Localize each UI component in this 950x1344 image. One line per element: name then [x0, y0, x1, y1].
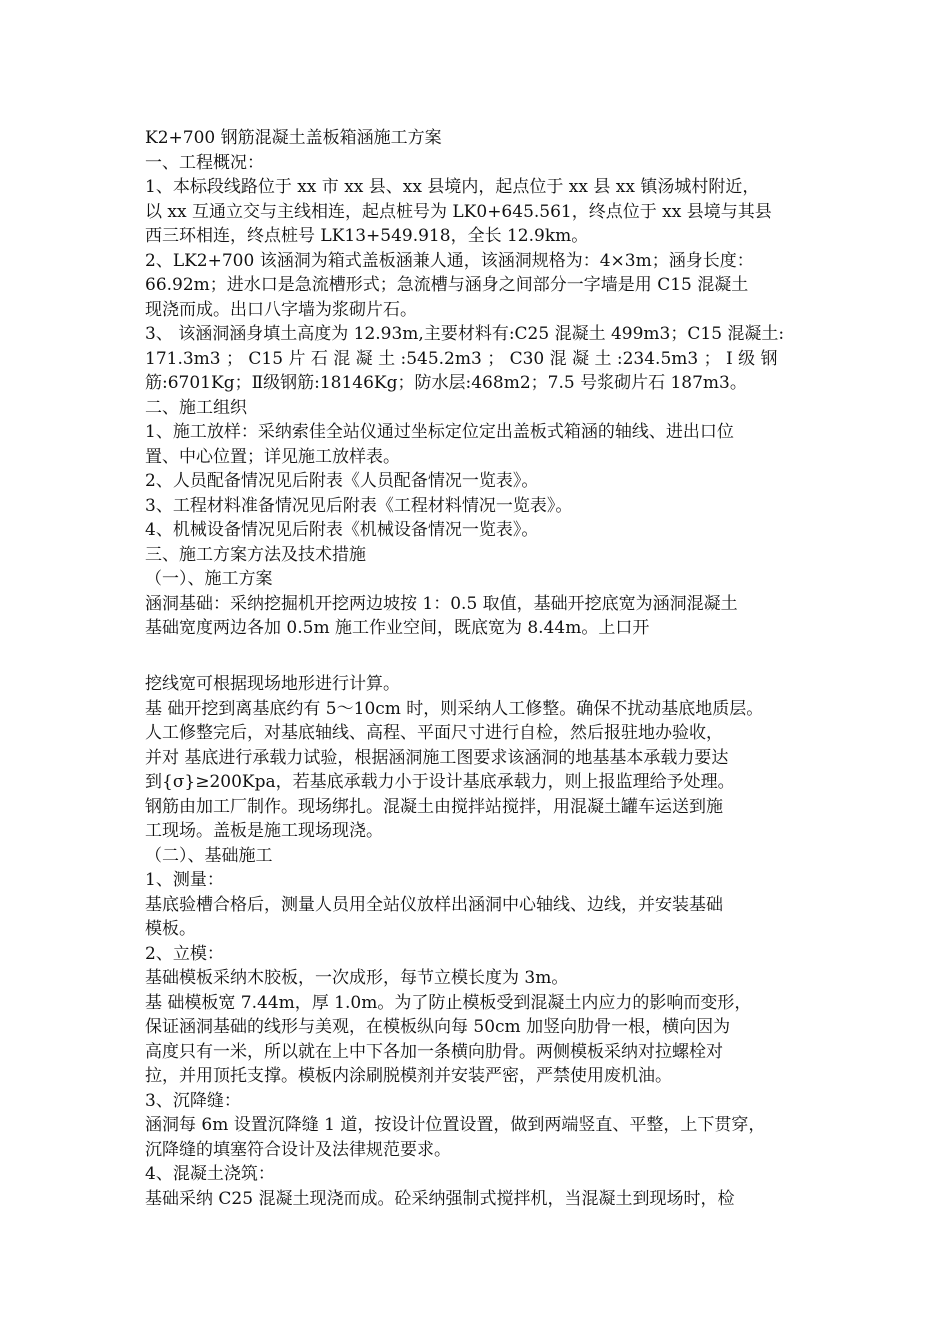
text-line: 1、本标段线路位于 xx 市 xx 县、xx 县境内，起点位于 xx 县 xx 镇汤城村附近， — [145, 177, 760, 197]
text-line: 4、机械设备情况见后附表《机械设备情况一览表》。 — [145, 520, 539, 540]
text-line: 钢筋由加工厂制作。现场绑扎。混凝土由搅拌站搅拌，用混凝土罐车运送到施 — [145, 796, 723, 817]
text-line: 2、立模： — [145, 943, 224, 964]
text-block-lower — [145, 672, 830, 1211]
text-line: 1、施工放样：采纳索佳全站仪通过坐标定位定出盖板式箱涵的轴线、进出口位 — [145, 422, 734, 442]
text-line: 现浇而成。出口八字墙为浆砌片石。 — [145, 299, 417, 320]
text-line: 基底验槽合格后，测量人员用全站仪放样出涵洞中心轴线、边线，并安装基础 — [145, 894, 723, 915]
text-line: 三、施工方案方法及技术措施 — [145, 544, 366, 565]
text-line: 4、混凝土浇筑： — [145, 1164, 275, 1184]
text-line: 沉降缝的填塞符合设计及法律规范要求。 — [145, 1139, 451, 1160]
text-line: 并对 基底进行承载力试验，根据涵洞施工图要求该涵洞的地基基本承载力要达 — [145, 747, 729, 768]
text-line: 3、 该涵洞涵身填土高度为 12.93m,主要材料有:C25 混凝土 499m3；C15 混凝土: — [145, 324, 785, 344]
text-line: 二、施工组织 — [145, 397, 247, 418]
text-line: 高度只有一米，所以就在上中下各加一条横向肋骨。两侧模板采纳对拉螺栓对 — [145, 1041, 723, 1062]
text-line: （二）、基础施工 — [145, 845, 273, 866]
text-line: 拉，并用顶托支撑。模板内涂刷脱模剂并安装严密，严禁使用废机油。 — [145, 1066, 672, 1086]
text-line: K2+700 钢筋混凝土盖板箱涵施工方案 — [145, 128, 442, 148]
text-line: 保证涵洞基础的线形与美观，在模板纵向每 50cm 加竖向肋骨一根，横向因为 — [145, 1017, 731, 1037]
text-line: 涵洞每 6m 设置沉降缝 1 道，按设计位置设置，做到两端竖直、平整，上下贯穿， — [145, 1115, 766, 1135]
text-line: 工现场。盖板是施工现场现浇。 — [145, 821, 383, 841]
text-line: 基础采纳 C25 混凝土现浇而成。砼采纳强制式搅拌机，当混凝土到现场时，检 — [145, 1188, 735, 1209]
text-line: 基 础开挖到离基底约有 5～10cm 时，则采纳人工修整。确保不扰动基底地质层。 — [145, 698, 764, 719]
text-line: 1、测量： — [145, 870, 224, 890]
text-line: 涵洞基础：采纳挖掘机开挖两边坡按 1：0.5 取值，基础开挖底宽为涵洞混凝土 — [145, 593, 738, 614]
text-line: 171.3m3 ； C15 片 石 混 凝 土 :545.2m3 ； C30 混 凝 土 :234.5m3 ； Ⅰ 级 钢 — [145, 348, 778, 369]
text-line: 3、沉降缝： — [145, 1090, 241, 1111]
text-line: 基 础模板宽 7.44m，厚 1.0m。为了防止模板受到混凝土内应力的影响而变形， — [145, 992, 752, 1013]
text-line: 西三环相连，终点桩号 LK13+549.918，全长 12.9km。 — [145, 226, 589, 246]
text-block-upper — [145, 126, 830, 641]
text-line: 以 xx 互通立交与主线相连，起点桩号为 LK0+645.561，终点位于 xx 县境与其县 — [145, 201, 772, 222]
text-line: 一、工程概况： — [145, 152, 264, 173]
text-line: 基础宽度两边各加 0.5m 施工作业空间，既底宽为 8.44m。上口开 — [145, 618, 650, 638]
text-line: 人工修整完后，对基底轴线、高程、平面尺寸进行自检，然后报驻地办验收， — [145, 723, 723, 743]
text-line: 模板。 — [145, 919, 196, 939]
text-line: 基础模板采纳木胶板，一次成形，每节立模长度为 3m。 — [145, 968, 569, 988]
text-line: （一）、施工方案 — [145, 569, 273, 589]
text-line: 到{σ}≥200Kpa，若基底承载力小于设计基底承载力，则上报监理给予处理。 — [145, 772, 735, 792]
text-line: 筋:6701Kg；Ⅱ级钢筋:18146Kg；防水层:468m2；7.5 号浆砌片石 187m3。 — [145, 373, 747, 393]
text-line: 置、中心位置；详见施工放样表。 — [145, 446, 400, 467]
text-line: 3、工程材料准备情况见后附表《工程材料情况一览表》。 — [145, 495, 573, 516]
text-line: 挖线宽可根据现场地形进行计算。 — [145, 674, 400, 694]
text-line: 66.92m；进水口是急流槽形式；急流槽与涵身之间部分一字墙是用 C15 混凝土 — [145, 275, 749, 295]
text-line: 2、LK2+700 该涵洞为箱式盖板涵兼人通，该涵洞规格为：4×3m；涵身长度： — [145, 250, 754, 271]
text-line: 2、人员配备情况见后附表《人员配备情况一览表》。 — [145, 471, 539, 491]
